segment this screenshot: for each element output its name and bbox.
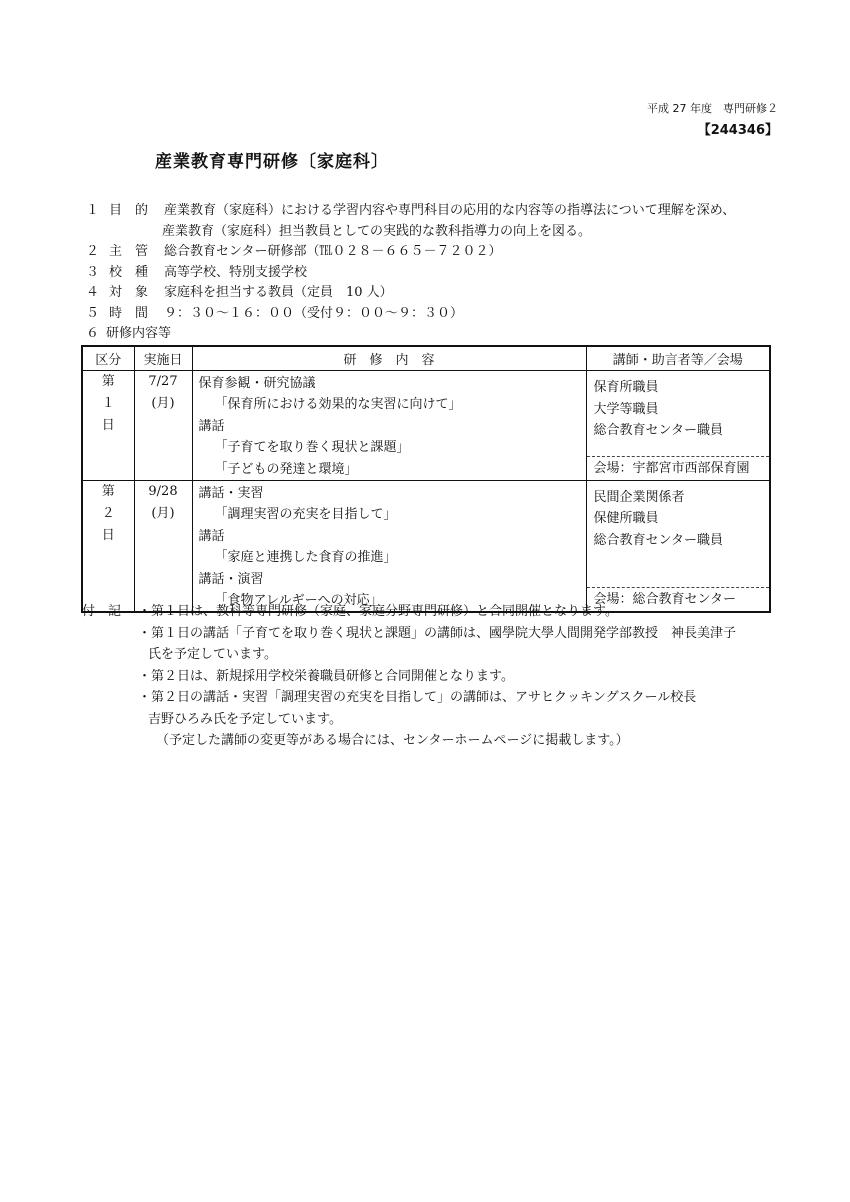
day-division: [82, 371, 134, 481]
content-line: 講話: [198, 418, 225, 434]
content-line: 講話: [198, 528, 225, 544]
instructor-line: 保健所職員: [593, 511, 659, 527]
outline-items: [86, 201, 786, 345]
content-line: 「食物アレルギーへの対応」: [214, 592, 383, 608]
day-division: [82, 480, 134, 612]
venue: 会場：宇都宮市西部保育園: [587, 456, 770, 480]
content-line: 「保育所における効果的な実習に向けて」: [214, 397, 462, 413]
venue: 会場：総合教育センター: [587, 587, 770, 611]
table-header-row: [82, 346, 770, 371]
page-title: 産業教育専門研修〔家庭科〕: [155, 152, 389, 172]
item-value: 家庭科を担当する教員（定員 10 人）: [164, 285, 393, 300]
table-row: [82, 371, 770, 481]
notes-section: [82, 601, 782, 752]
item-number: ６: [86, 326, 100, 341]
item-value: 産業教育（家庭科）担当教員としての実践的な教科指導力の向上を図る。: [162, 223, 592, 239]
item-number: ４: [86, 285, 100, 300]
day-instructors: [586, 480, 770, 612]
schedule-table: [81, 345, 771, 613]
item-value: 高等学校、特別支援学校: [164, 264, 308, 280]
item-label: 時 間: [109, 305, 149, 321]
division-char: 日: [101, 418, 115, 433]
item-time: [86, 304, 786, 325]
division-char: ２: [101, 505, 115, 521]
header-year-label: 平成 27 年度 専門研修２: [647, 102, 778, 115]
division-char: 日: [101, 527, 115, 543]
header-instructor: 講師・助言者等／会場: [586, 346, 770, 371]
item-organizer: [86, 242, 786, 263]
content-line: 講話・実習: [198, 485, 264, 501]
content-line: 「家庭と連携した食育の推進」: [214, 550, 397, 566]
instructor-line: 総合教育センター職員: [593, 423, 723, 438]
day-date: [134, 480, 192, 612]
instructor-line: 保育所職員: [593, 380, 659, 395]
note-line: ・第２日は、新規採用学校栄養職員研修と合同開催となります。: [138, 668, 514, 684]
table-row: [82, 480, 770, 612]
item-value: 総合教育センター研修部（℡０２８－６６５－７２０２）: [164, 244, 502, 259]
item-number: ５: [86, 305, 100, 321]
item-number: ２: [86, 244, 100, 259]
item-label: 校 種: [109, 264, 149, 280]
note-line: （予定した講師の変更等がある場合には、センターホームページに掲載します。）: [156, 733, 629, 748]
content-line: 「子どもの発達と環境」: [214, 461, 358, 477]
content-line: 保育参観・研究協議: [198, 376, 316, 391]
note-line: ・第２日の講話・実習「調理実習の充実を目指して」の講師は、アサヒクッキングスクール校長: [138, 690, 697, 705]
content-line: 「調理実習の充実を目指して」: [214, 507, 397, 523]
item-label: 目 的: [109, 203, 149, 218]
weekday-value: (月): [151, 505, 175, 521]
instructor-line: 総合教育センター職員: [593, 532, 723, 548]
division-char: １: [101, 396, 115, 411]
instructor-line: 大学等職員: [593, 401, 659, 417]
header-division: 区分: [82, 346, 134, 371]
item-number: １: [86, 203, 100, 218]
note-line: ・第１日の講話「子育てを取り巻く現状と課題」の講師は、國學院大學人間開発学部教授 神長美津子: [138, 625, 737, 641]
weekday-value: (月): [151, 396, 175, 411]
item-label: 研修内容等: [106, 326, 172, 341]
day-date: [134, 371, 192, 481]
course-code: 【244346】: [697, 123, 778, 138]
day-instructors: [586, 371, 770, 481]
day-content: [192, 371, 586, 481]
header-date: 実施日: [134, 346, 192, 371]
item-value: 産業教育（家庭科）における学習内容や専門科目の応用的な内容等の指導法について理解を深め、: [164, 203, 736, 218]
content-line: 「子育てを取り巻く現状と課題」: [214, 440, 410, 456]
note-line: 吉野ひろみ氏を予定しています。: [148, 711, 342, 727]
item-label: 対 象: [109, 285, 149, 300]
item-number: ３: [86, 264, 100, 280]
notes-label: 付 記: [82, 604, 122, 619]
item-training-content: [86, 324, 786, 345]
item-purpose: [86, 201, 786, 222]
date-value: 7/27: [148, 374, 178, 389]
date-value: 9/28: [148, 483, 178, 499]
item-label: 主 管: [109, 244, 149, 259]
item-target: [86, 283, 786, 304]
note-line: 氏を予定しています。: [148, 647, 277, 662]
division-char: 第: [101, 483, 115, 499]
header-content: 研 修 内 容: [192, 346, 586, 371]
content-line: 講話・演習: [198, 571, 264, 587]
item-purpose-continued: [86, 222, 786, 243]
note-line: ・第１日は、教科等専門研修（家庭、家庭分野専門研修）と合同開催となります。: [138, 604, 618, 619]
item-school-type: [86, 263, 786, 284]
day-content: [192, 480, 586, 612]
division-char: 第: [101, 374, 115, 389]
item-value: ９：３０～１６：００（受付９：００～９：３０）: [164, 305, 464, 321]
instructor-line: 民間企業関係者: [593, 489, 685, 505]
